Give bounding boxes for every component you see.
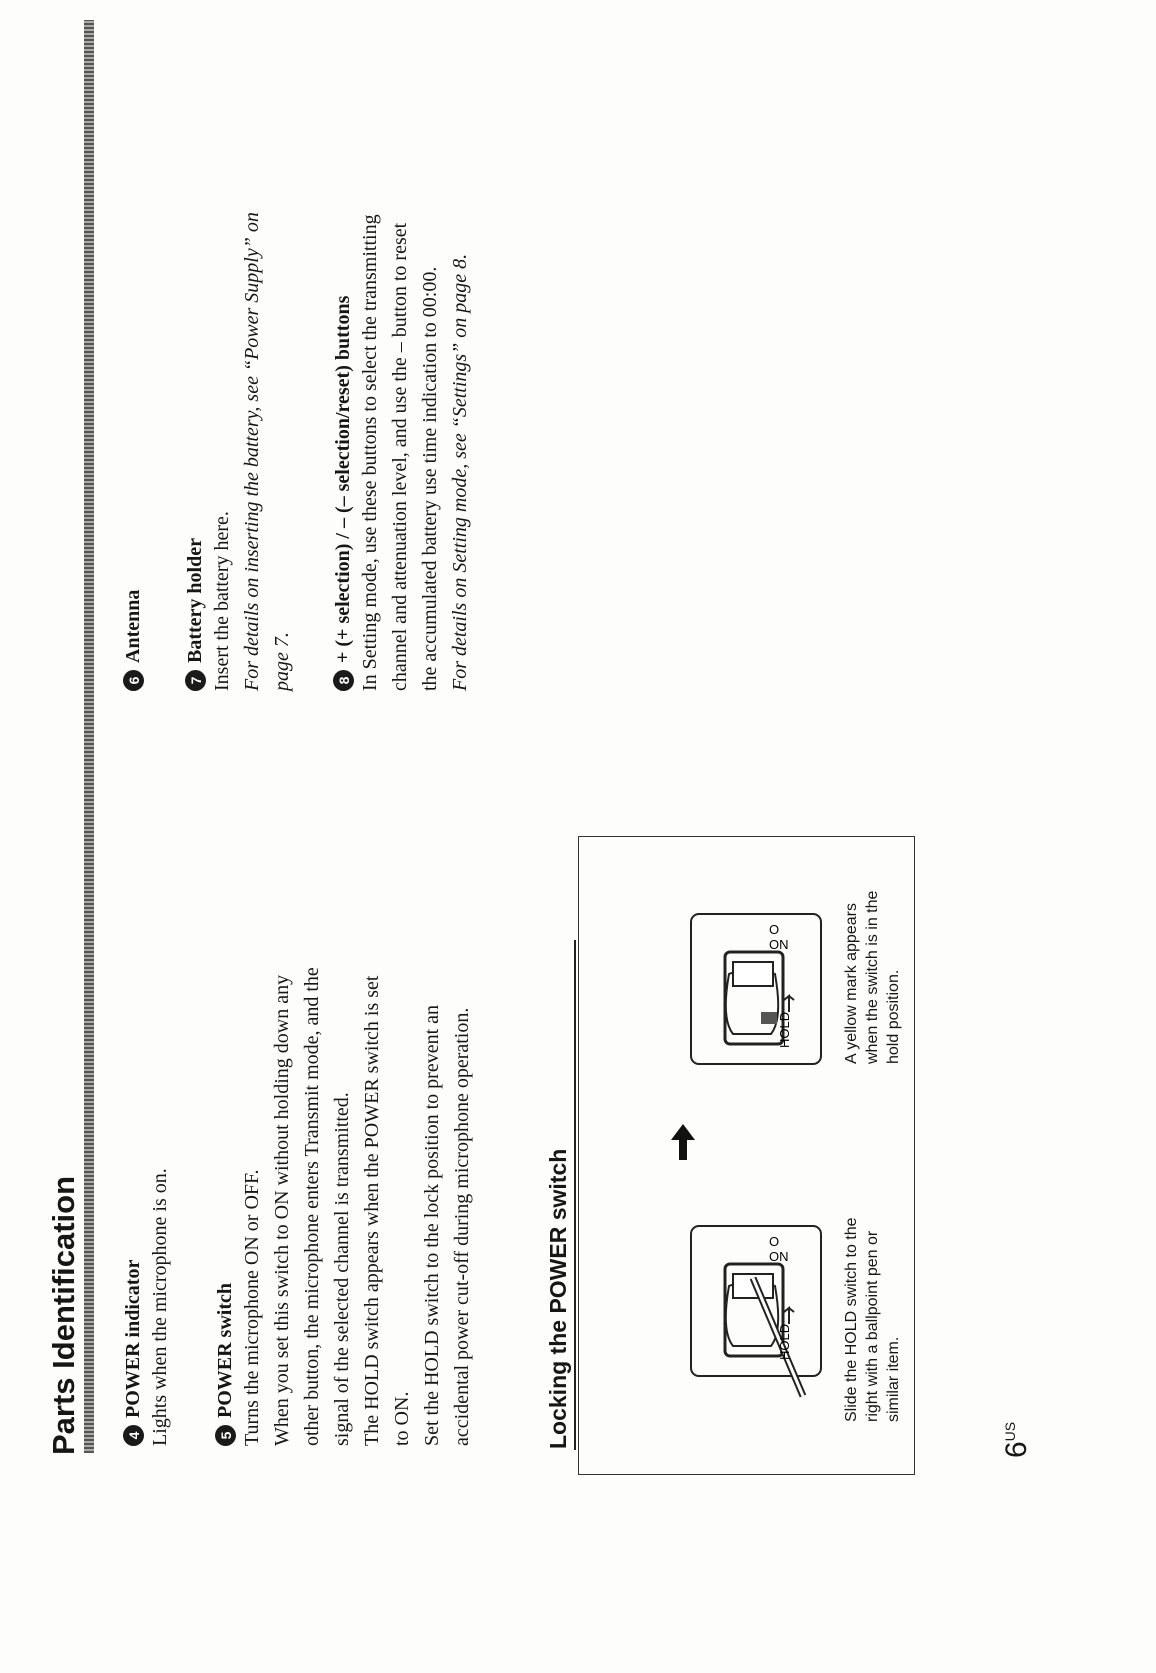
number-badge: 8	[333, 670, 354, 691]
arrow-right-icon	[663, 1122, 703, 1162]
item-title: Battery holder	[184, 538, 206, 663]
caption-line: hold position.	[885, 969, 902, 1064]
item-text: The HOLD switch appears when the POWER switch is set	[361, 975, 383, 1446]
on-label: ON	[769, 1249, 789, 1264]
yellow-mark	[761, 1012, 777, 1024]
item-title: POWER indicator	[122, 1259, 144, 1418]
locking-section-title: Locking the POWER switch	[545, 1148, 571, 1449]
item-text: In Setting mode, use these buttons to select the transmitting	[359, 214, 381, 691]
hold-label: HOLD	[777, 1011, 792, 1048]
number-badge: 6	[123, 670, 144, 691]
item-reference: page 7.	[271, 632, 293, 691]
caption-line: when the switch is in the	[864, 890, 881, 1064]
item-reference: For details on inserting the battery, see “Power Supply” on	[241, 212, 263, 691]
section-rule	[574, 940, 576, 1450]
off-label: O	[769, 922, 780, 937]
hold-switch-before-illustration	[593, 1176, 833, 1416]
item-text: Lights when the microphone is on.	[149, 1168, 171, 1446]
item-reference: For details on Setting mode, see “Settings” on page 8.	[449, 253, 471, 691]
number-badge: 5	[215, 1425, 236, 1446]
on-label: ON	[769, 937, 789, 952]
page-number	[1000, 1422, 1034, 1458]
item-selection-buttons	[332, 41, 475, 691]
item-text: Turns the microphone ON or OFF.	[241, 1169, 263, 1446]
caption-line: Slide the HOLD switch to the	[843, 1217, 860, 1422]
item-text: accidental power cut-off during microphone operation.	[451, 1007, 473, 1446]
item-text: channel and attenuation level, and use the – button to reset	[389, 222, 411, 691]
item-text: When you set this switch to ON without holding down any	[271, 974, 293, 1446]
item-text: Set the HOLD switch to the lock position to prevent an	[421, 1004, 443, 1446]
item-title: + (+ selection) / – (– selection/reset) buttons	[332, 295, 354, 663]
item-text: the accumulated battery use time indication to 00:00.	[419, 266, 441, 691]
hold-switch-after-illustration	[593, 864, 833, 1084]
item-power-switch	[214, 736, 477, 1446]
page-number-value: 6	[1000, 1441, 1033, 1458]
page-number-suffix: US	[1002, 1421, 1018, 1442]
item-title: Antenna	[122, 589, 144, 663]
caption-line: A yellow mark appears	[843, 903, 860, 1064]
hold-label: HOLD	[777, 1323, 792, 1360]
caption-slide-hold	[841, 1217, 904, 1422]
item-power-indicator	[122, 736, 175, 1446]
number-badge: 7	[185, 670, 206, 691]
caption-line: right with a ballpoint pen or	[864, 1230, 881, 1422]
caption-line: similar item.	[885, 1336, 902, 1422]
item-antenna	[122, 41, 145, 691]
page-title: Parts Identification	[46, 1175, 81, 1455]
off-label: O	[769, 1234, 780, 1249]
item-text: to ON.	[391, 1391, 413, 1446]
number-badge: 4	[123, 1425, 144, 1446]
caption-yellow-mark	[841, 891, 904, 1064]
title-bar	[84, 20, 94, 1453]
item-text: other button, the microphone enters Transmit mode, and the	[301, 967, 323, 1446]
item-title: POWER switch	[214, 1283, 236, 1418]
locking-illustration-box	[578, 836, 915, 1475]
item-text: signal of the selected channel is transmitted.	[331, 1092, 353, 1446]
item-text: Insert the battery here.	[211, 511, 233, 691]
item-battery-holder	[184, 41, 297, 691]
